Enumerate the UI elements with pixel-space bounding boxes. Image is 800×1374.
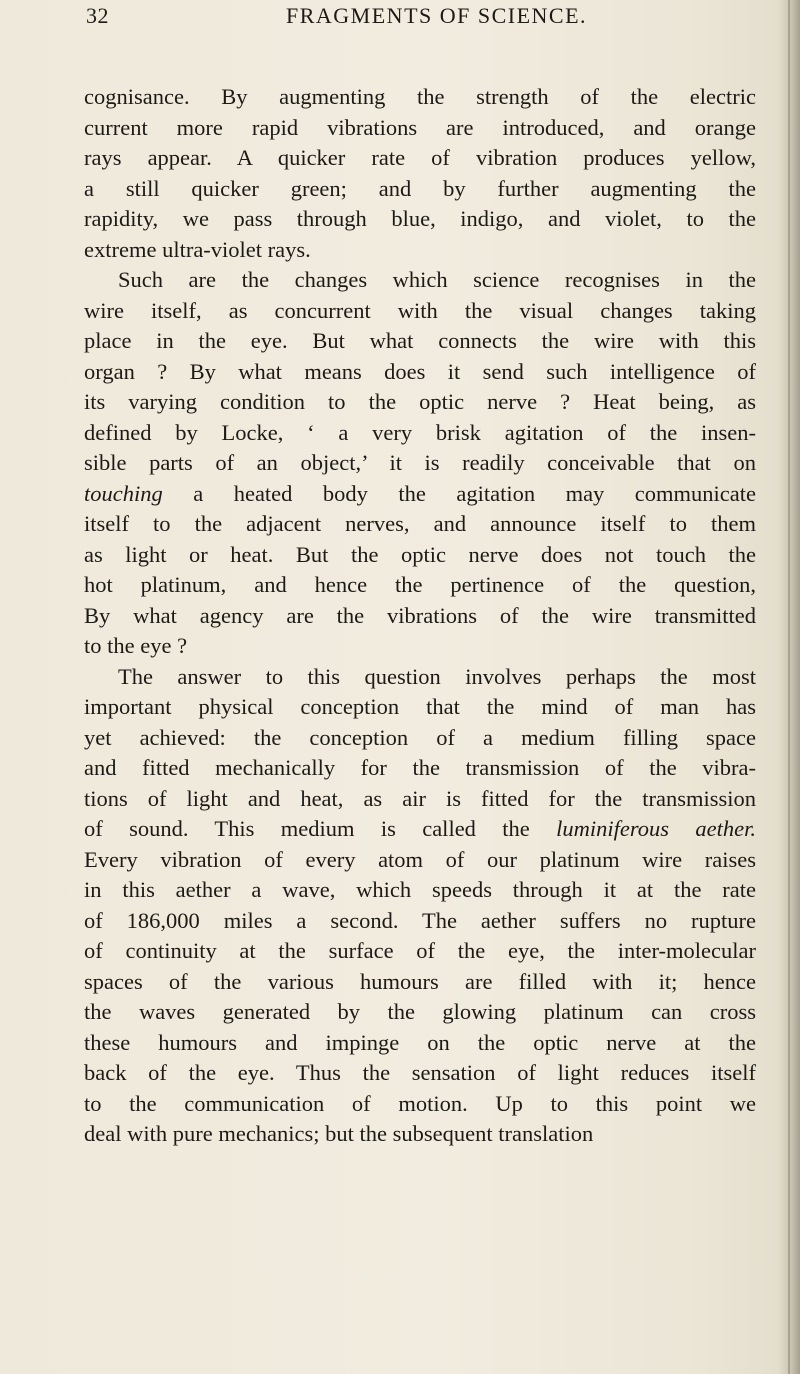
text-line: of 186,000 miles a second. The aether suffers no rupture [84, 907, 756, 933]
page-edge-line [788, 0, 790, 1374]
text-line: wire itself, as concurrent with the visual changes taking [84, 297, 756, 323]
text-line [84, 479, 756, 510]
running-header [86, 3, 746, 33]
text-line: a still quicker green; and by further augmenting the [84, 175, 756, 201]
paragraph [84, 265, 756, 662]
text-run: of sound. This medium is called the [84, 816, 557, 841]
text-line: in this aether a wave, which speeds through it at the rate [84, 877, 756, 902]
text-line: of continuity at the surface of the eye, the inter-molecular [84, 938, 756, 963]
text-line: and fitted mechanically for the transmission of the vibra- [84, 755, 756, 780]
text-line: current more rapid vibrations are introduced, and orange [84, 114, 756, 140]
text-line: rapidity, we pass through blue, indigo, and violet, to the [84, 206, 756, 231]
text-line: back of the eye. Thus the sensation of light reduces itself [84, 1060, 756, 1085]
text-line: as light or heat. But the optic nerve does not touch the [84, 541, 756, 567]
text-line: its varying condition to the optic nerve ? Heat being, as [84, 389, 756, 414]
text-line: rays appear. A quicker rate of vibration produces yellow, [84, 145, 756, 170]
page-number: 32 [86, 3, 109, 28]
text-line: to the eye ? [84, 633, 188, 658]
text-line: spaces of the various humours are filled with it; hence [84, 968, 756, 994]
body-text [84, 82, 756, 1150]
text-line: deal with pure mechanics; but the subsequent translation [84, 1121, 594, 1146]
text-line: Such are the changes which science recognises in the [118, 267, 756, 292]
text-line: extreme ultra-violet rays. [84, 236, 311, 262]
text-line: these humours and impinge on the optic nerve at the [84, 1029, 756, 1055]
paragraph [84, 82, 756, 265]
text-line: tions of light and heat, as air is fitted for the transmission [84, 785, 756, 811]
text-line: Every vibration of every atom of our platinum wire raises [84, 846, 756, 872]
text-line: hot platinum, and hence the pertinence of the question, [84, 572, 756, 597]
text-line: to the communication of motion. Up to this point we [84, 1090, 756, 1116]
text-line: the waves generated by the glowing platinum can cross [84, 999, 756, 1024]
italic-term: luminiferous aether. [556, 816, 757, 841]
text-run: a heated body the agitation may communicate [162, 480, 756, 506]
text-line: itself to the adjacent nerves, and announce itself to them [84, 511, 756, 536]
text-line: By what agency are the vibrations of the wire transmitted [84, 602, 756, 628]
text-line: defined by Locke, ‘ a very brisk agitation of the insen- [84, 419, 756, 445]
running-title: FRAGMENTS OF SCIENCE. [286, 3, 588, 28]
text-line [84, 814, 756, 845]
text-line: The answer to this question involves perhaps the most [118, 663, 756, 689]
text-line: yet achieved: the conception of a medium filling space [84, 724, 756, 750]
text-line: place in the eye. But what connects the wire with this [84, 328, 756, 353]
italic-term: touching [84, 480, 163, 506]
text-line: cognisance. By augmenting the strength of the electric [84, 84, 756, 109]
text-line: sible parts of an object,’ it is readily conceivable that on [84, 450, 756, 475]
paragraph [84, 662, 756, 1150]
text-line: important physical conception that the mind of man has [84, 694, 756, 719]
text-line: organ ? By what means does it send such intelligence of [84, 358, 756, 384]
